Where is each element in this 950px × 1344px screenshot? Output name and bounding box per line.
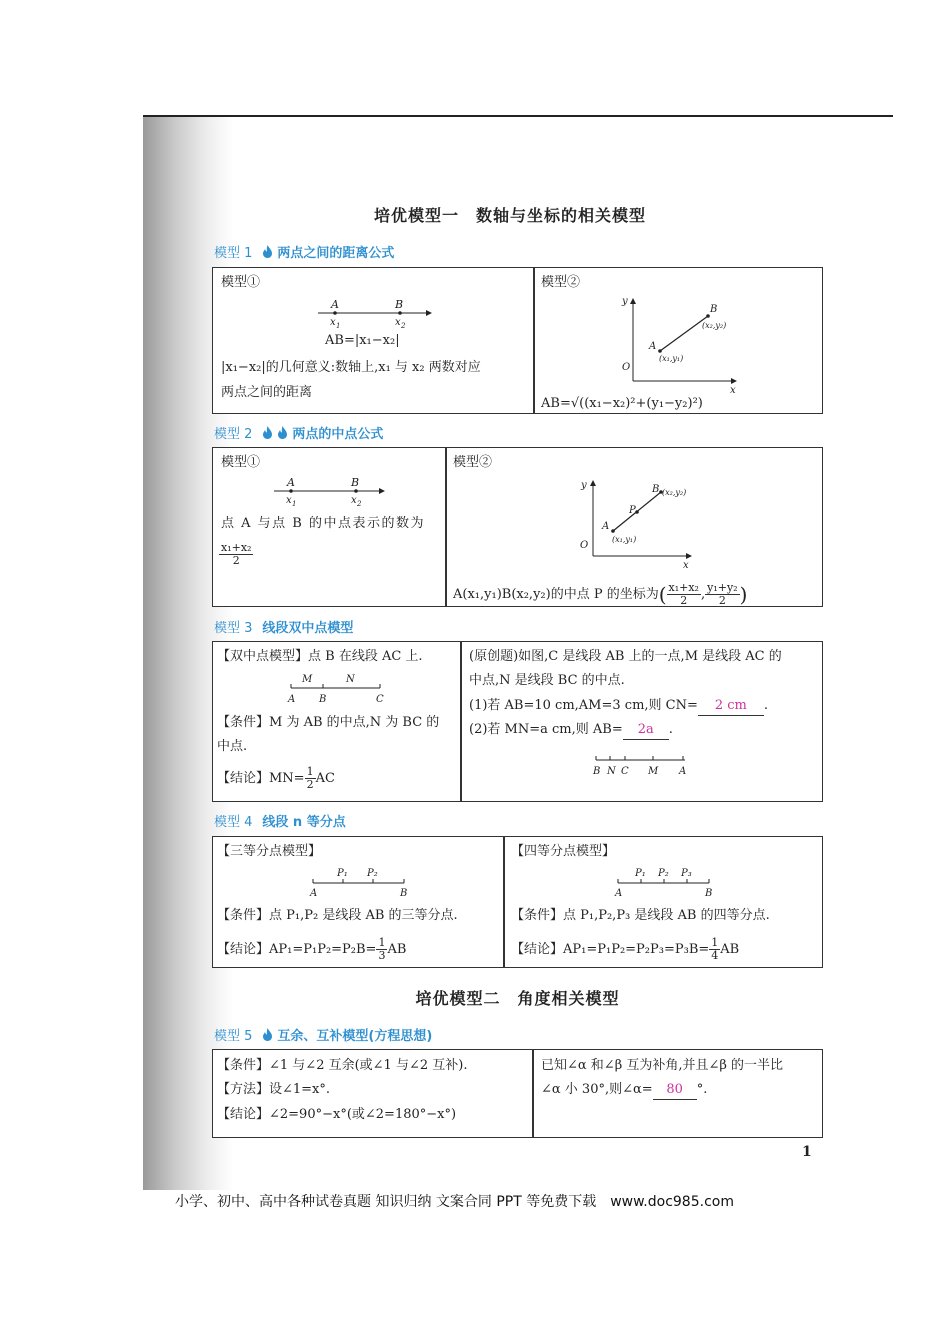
top-rule [143, 115, 893, 117]
frac-numerator: y₁+y₂ [707, 581, 738, 594]
model-label: 模型① [221, 455, 261, 470]
svg-text:C: C [376, 694, 384, 705]
flame-icon [262, 1028, 273, 1041]
svg-text:y: y [581, 480, 587, 491]
question-text: ∠α 小 30°,则∠α= [541, 1082, 653, 1097]
coordinate-diagram [573, 476, 703, 571]
model-label: 模型① [221, 275, 261, 290]
model-number: 模型 4 [214, 815, 253, 830]
svg-text:P₂: P₂ [367, 868, 378, 879]
model-heading [214, 1025, 432, 1044]
condition-text: 【条件】点 P₁,P₂,P₃ 是线段 AB 的四等分点. [511, 908, 770, 923]
frac-denominator: 2 [306, 778, 314, 791]
svg-text:O: O [580, 540, 589, 551]
conclusion-label: 【结论】AP₁=P₁P₂=P₂P₃=P₃B= [511, 942, 710, 957]
svg-text:(x₁,y₁): (x₁,y₁) [612, 535, 637, 544]
segment-diagram [308, 865, 418, 901]
svg-text:A: A [602, 521, 610, 532]
frac-denominator: 4 [711, 949, 719, 962]
conclusion-text: 【结论】∠2=90°−x°(或∠2=180°−x°) [217, 1107, 457, 1122]
svg-text:x: x [683, 560, 689, 571]
conclusion-text [217, 937, 406, 962]
section-title: 培优模型一 数轴与坐标的相关模型 [373, 206, 646, 225]
number-line-diagram [313, 298, 443, 334]
svg-text:B: B [319, 694, 327, 705]
answer-blank: 2 cm [698, 697, 764, 716]
question-tail: °. [696, 1082, 708, 1097]
problem-text: 中点,N 是线段 BC 的中点. [469, 673, 625, 688]
frac-numerator: x₁+x₂ [221, 541, 252, 554]
svg-text:x: x [286, 495, 292, 506]
frac-numerator: 1 [711, 936, 719, 949]
model-label: 模型② [541, 275, 581, 290]
problem-text: 已知∠α 和∠β 互为补角,并且∠β 的一半比 [541, 1058, 784, 1073]
answer-blank: 2a [623, 721, 669, 740]
svg-text:B: B [400, 888, 408, 899]
svg-text:N: N [346, 674, 355, 685]
section-title: 培优模型二 角度相关模型 [415, 989, 620, 1008]
svg-text:M: M [648, 766, 659, 777]
segment-diagram [613, 865, 723, 901]
distance-formula: AB=|x₁−x₂| [325, 333, 400, 348]
description: 点 A 与点 B 的中点表示的数为 [221, 516, 425, 531]
svg-text:P: P [629, 505, 636, 516]
svg-text:P₁: P₁ [337, 868, 348, 879]
model-heading [214, 242, 394, 261]
divider [532, 1050, 534, 1137]
model-number: 模型 3 [214, 621, 253, 636]
svg-text:B: B [593, 766, 601, 777]
model-heading [214, 617, 353, 636]
model-heading-text: 【双中点模型】点 B 在线段 AC 上. [217, 649, 423, 664]
frac-denominator: 3 [378, 949, 386, 962]
problem-text: (原创题)如图,C 是线段 AB 上的一点,M 是线段 AC 的 [469, 649, 782, 664]
question-text: (1)若 AB=10 cm,AM=3 cm,则 CN= [469, 698, 698, 713]
svg-text:x: x [330, 317, 336, 328]
problem-question [541, 1081, 707, 1100]
model1-box [212, 267, 823, 414]
svg-text:2: 2 [401, 322, 406, 330]
svg-text:P₁: P₁ [635, 868, 646, 879]
svg-text:(x₂,y₂): (x₂,y₂) [702, 321, 727, 330]
model-number: 模型 2 [214, 427, 253, 442]
svg-text:N: N [607, 766, 616, 777]
svg-text:B: B [710, 304, 718, 315]
question-1: (1)若 AB=10 cm,AM=3 cm,则 CN= 2 cm . [469, 697, 768, 716]
answer-blank: 80 [653, 1081, 697, 1100]
model-heading [214, 423, 383, 442]
midpoint-formula: A(x₁,y₁)B(x₂,y₂)的中点 P 的坐标为( $\frac{\text{x₁+x₂}}{2}$ , $\frac{\text{y₁+y₂}}{2}$ ) [453, 581, 748, 607]
svg-text:1: 1 [292, 500, 297, 508]
question-2: (2)若 MN=a cm,则 AB= 2a . [469, 721, 673, 740]
svg-text:A: A [310, 888, 318, 899]
svg-text:P₂: P₂ [658, 868, 669, 879]
frac-numerator: 1 [306, 765, 314, 778]
condition-text: 【条件】∠1 与∠2 互余(或∠1 与∠2 互补). [217, 1058, 468, 1073]
model-heading-text: 【四等分点模型】 [511, 844, 616, 859]
conclusion-text [511, 937, 739, 962]
svg-text:C: C [621, 766, 629, 777]
svg-text:x: x [730, 385, 736, 396]
divider [503, 837, 505, 967]
svg-text:y: y [622, 296, 628, 307]
svg-text:A: A [287, 476, 295, 489]
svg-text:P₃: P₃ [681, 868, 692, 879]
description: 两点之间的距离 [221, 385, 313, 400]
model4-box [212, 836, 823, 968]
svg-text:B: B [351, 476, 360, 489]
conclusion-label: 【结论】MN= [217, 771, 305, 786]
conclusion-tail: AB [387, 942, 407, 957]
conclusion-label: 【结论】AP₁=P₁P₂=P₂B= [217, 942, 377, 957]
model-heading [214, 811, 346, 830]
model-heading-text: 【三等分点模型】 [217, 844, 322, 859]
svg-text:B: B [395, 298, 404, 311]
svg-text:x: x [351, 495, 357, 506]
model-number: 模型 5 [214, 1029, 253, 1044]
model3-box [212, 641, 823, 802]
midpoint-fraction [219, 542, 253, 567]
svg-text:B: B [705, 888, 713, 899]
model-title: 两点的中点公式 [292, 427, 384, 442]
description: |x₁−x₂|的几何意义:数轴上,x₁ 与 x₂ 两数对应 [221, 360, 481, 375]
svg-text:2: 2 [357, 500, 362, 508]
model-title: 线段 n 等分点 [262, 815, 346, 830]
condition-text: 【条件】点 P₁,P₂ 是线段 AB 的三等分点. [217, 908, 458, 923]
svg-text:A: A [649, 341, 657, 352]
footer-text: 小学、初中、高中各种试卷真题 知识归纳 文案合同 PPT 等免费下载 www.doc985.com [175, 1194, 734, 1210]
divider [533, 268, 535, 413]
frac-denominator: 2 [232, 554, 240, 567]
conclusion-tail: AC [315, 771, 335, 786]
segment-diagram [288, 672, 388, 708]
svg-text:B: B [652, 484, 660, 495]
svg-text:A: A [288, 694, 296, 705]
frac-numerator: 1 [378, 936, 386, 949]
svg-text:O: O [622, 362, 631, 373]
divider [445, 448, 447, 606]
svg-text:M: M [302, 674, 313, 685]
divider [460, 642, 462, 801]
distance-formula-2d: AB=√((x₁−x₂)²+(y₁−y₂)²) [541, 396, 703, 411]
conclusion-text [217, 766, 335, 791]
frac-denominator: 2 [718, 594, 726, 607]
segment-diagram [593, 752, 693, 782]
flame-icon [262, 426, 273, 439]
model-title: 两点之间的距离公式 [277, 246, 395, 261]
model-title: 线段双中点模型 [262, 621, 354, 636]
description: A(x₁,y₁)B(x₂,y₂)的中点 P 的坐标为 [453, 587, 659, 602]
flame-icon [277, 426, 288, 439]
method-text: 【方法】设∠1=x°. [217, 1082, 331, 1097]
svg-text:A: A [615, 888, 623, 899]
svg-text:A: A [679, 766, 687, 777]
svg-text:1: 1 [336, 322, 341, 330]
model-label: 模型② [453, 455, 493, 470]
svg-text:x: x [395, 317, 401, 328]
question-text: (2)若 MN=a cm,则 AB= [469, 722, 623, 737]
coordinate-diagram [618, 296, 743, 396]
frac-denominator: 2 [680, 594, 688, 607]
model2-box [212, 447, 823, 607]
frac-numerator: x₁+x₂ [668, 581, 699, 594]
svg-text:(x₂,y₂): (x₂,y₂) [662, 488, 687, 497]
condition-text: 中点. [217, 739, 248, 754]
model-number: 模型 1 [214, 246, 253, 261]
number-line-diagram [271, 476, 401, 512]
svg-text:A: A [331, 298, 339, 311]
page-number: 1 [802, 1144, 812, 1160]
conclusion-tail: AB [720, 942, 740, 957]
flame-icon [262, 245, 273, 258]
svg-text:(x₁,y₁): (x₁,y₁) [659, 354, 684, 363]
condition-text: 【条件】M 为 AB 的中点,N 为 BC 的 [217, 715, 440, 730]
model5-box [212, 1049, 823, 1138]
model-title: 互余、互补模型(方程思想) [277, 1029, 433, 1044]
